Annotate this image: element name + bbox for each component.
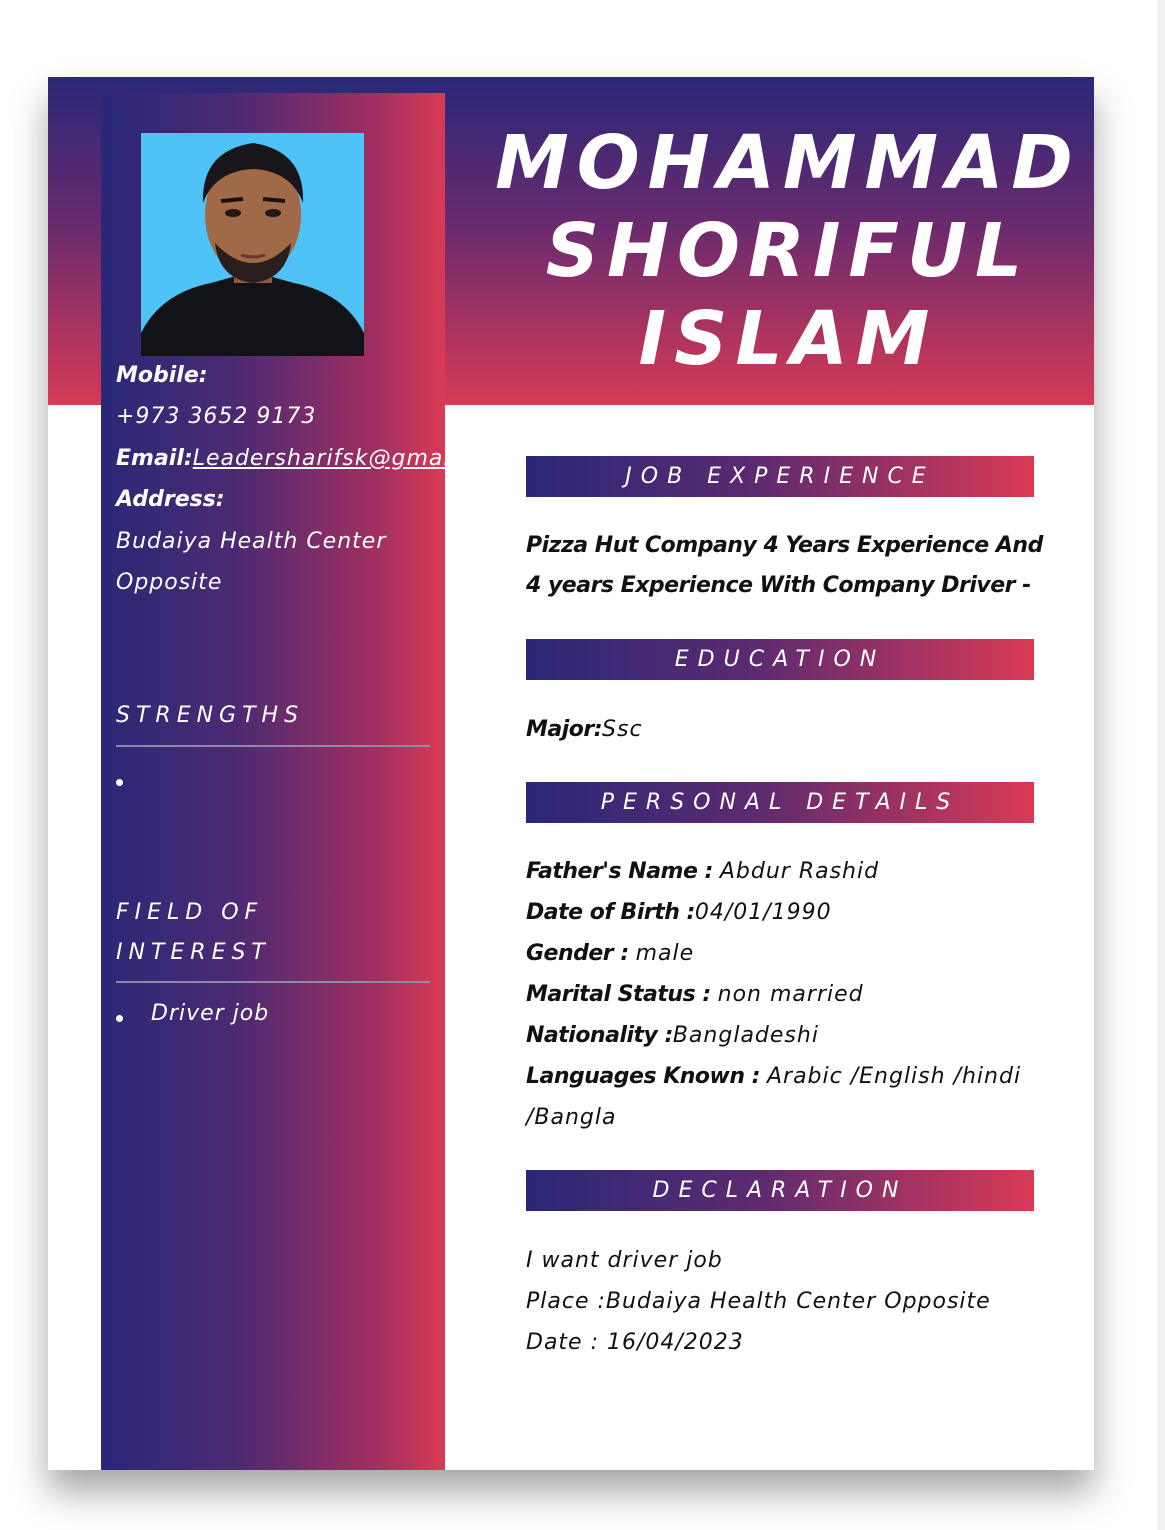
resume-page <box>48 77 1094 1470</box>
languages-row <box>526 1056 1046 1097</box>
address-label: Address: <box>116 487 225 512</box>
email-label: Email: <box>116 446 193 471</box>
address-line-2: Opposite <box>116 570 223 595</box>
gender-row <box>526 933 1046 974</box>
dob-label: Date of Birth : <box>526 900 695 925</box>
dob-value: 04/01/1990 <box>694 900 832 925</box>
candidate-name <box>488 119 1088 383</box>
sidebar <box>101 93 458 1470</box>
dob-row <box>526 892 1046 933</box>
job-experience-line-1: Pizza Hut Company 4 Years Experience And <box>526 533 1043 558</box>
nationality-label: Nationality : <box>526 1023 673 1048</box>
strengths-divider <box>116 745 430 747</box>
marital-row <box>526 974 1046 1015</box>
fathers-name-label: Father's Name : <box>526 859 713 884</box>
languages-label: Languages Known : <box>526 1064 760 1089</box>
personal-details-heading: PERSONAL DETAILS <box>526 782 1034 823</box>
scrollbar[interactable] <box>1157 0 1165 1530</box>
field-of-interest-heading-2: INTEREST <box>116 940 271 965</box>
email-row <box>116 446 458 471</box>
mobile-label: Mobile: <box>116 363 208 388</box>
field-of-interest-heading-1: FIELD OF <box>116 900 264 925</box>
gender-value: male <box>635 941 695 966</box>
education-text <box>526 709 1046 750</box>
address-line-1: Budaiya Health Center <box>116 529 387 554</box>
name-line-middle: SHORIFUL <box>545 208 1031 294</box>
nationality-row <box>526 1015 1046 1056</box>
fathers-name-value: Abdur Rashid <box>719 859 880 884</box>
personal-details-text <box>526 851 1046 1138</box>
name-line-last: ISLAM <box>638 296 938 382</box>
declaration-heading: DECLARATION <box>526 1170 1034 1211</box>
marital-value: non married <box>717 982 864 1007</box>
strengths-bullet <box>116 779 123 786</box>
languages-value: Arabic /English /hindi <box>766 1064 1022 1089</box>
portrait-image <box>141 133 364 356</box>
declaration-line-1: I want driver job <box>526 1248 723 1273</box>
declaration-text <box>526 1240 1046 1363</box>
gender-label: Gender : <box>526 941 629 966</box>
languages-value-continued: /Bangla <box>526 1105 617 1130</box>
interest-item: Driver job <box>151 1001 270 1026</box>
job-experience-text <box>526 526 1046 606</box>
major-value: Ssc <box>602 717 643 742</box>
fathers-name-row <box>526 851 1046 892</box>
nationality-value: Bangladeshi <box>672 1023 819 1048</box>
name-line-first: MOHAMMAD <box>495 120 1081 206</box>
major-label: Major: <box>526 717 603 742</box>
declaration-line-2: Place :Budaiya Health Center Opposite <box>526 1289 991 1314</box>
job-experience-heading: JOB EXPERIENCE <box>526 456 1034 497</box>
mobile-value: +973 3652 9173 <box>116 404 317 429</box>
job-experience-line-2: 4 years Experience With Company Driver - <box>526 573 1031 598</box>
education-heading: EDUCATION <box>526 639 1034 680</box>
marital-label: Marital Status : <box>526 982 711 1007</box>
email-link[interactable]: Leadersharifsk@gmail <box>192 446 458 471</box>
declaration-line-3: Date : 16/04/2023 <box>526 1330 744 1355</box>
strengths-heading: STRENGTHS <box>116 703 305 728</box>
interest-divider <box>116 981 430 983</box>
interest-bullet <box>116 1015 123 1022</box>
profile-photo <box>141 133 364 356</box>
